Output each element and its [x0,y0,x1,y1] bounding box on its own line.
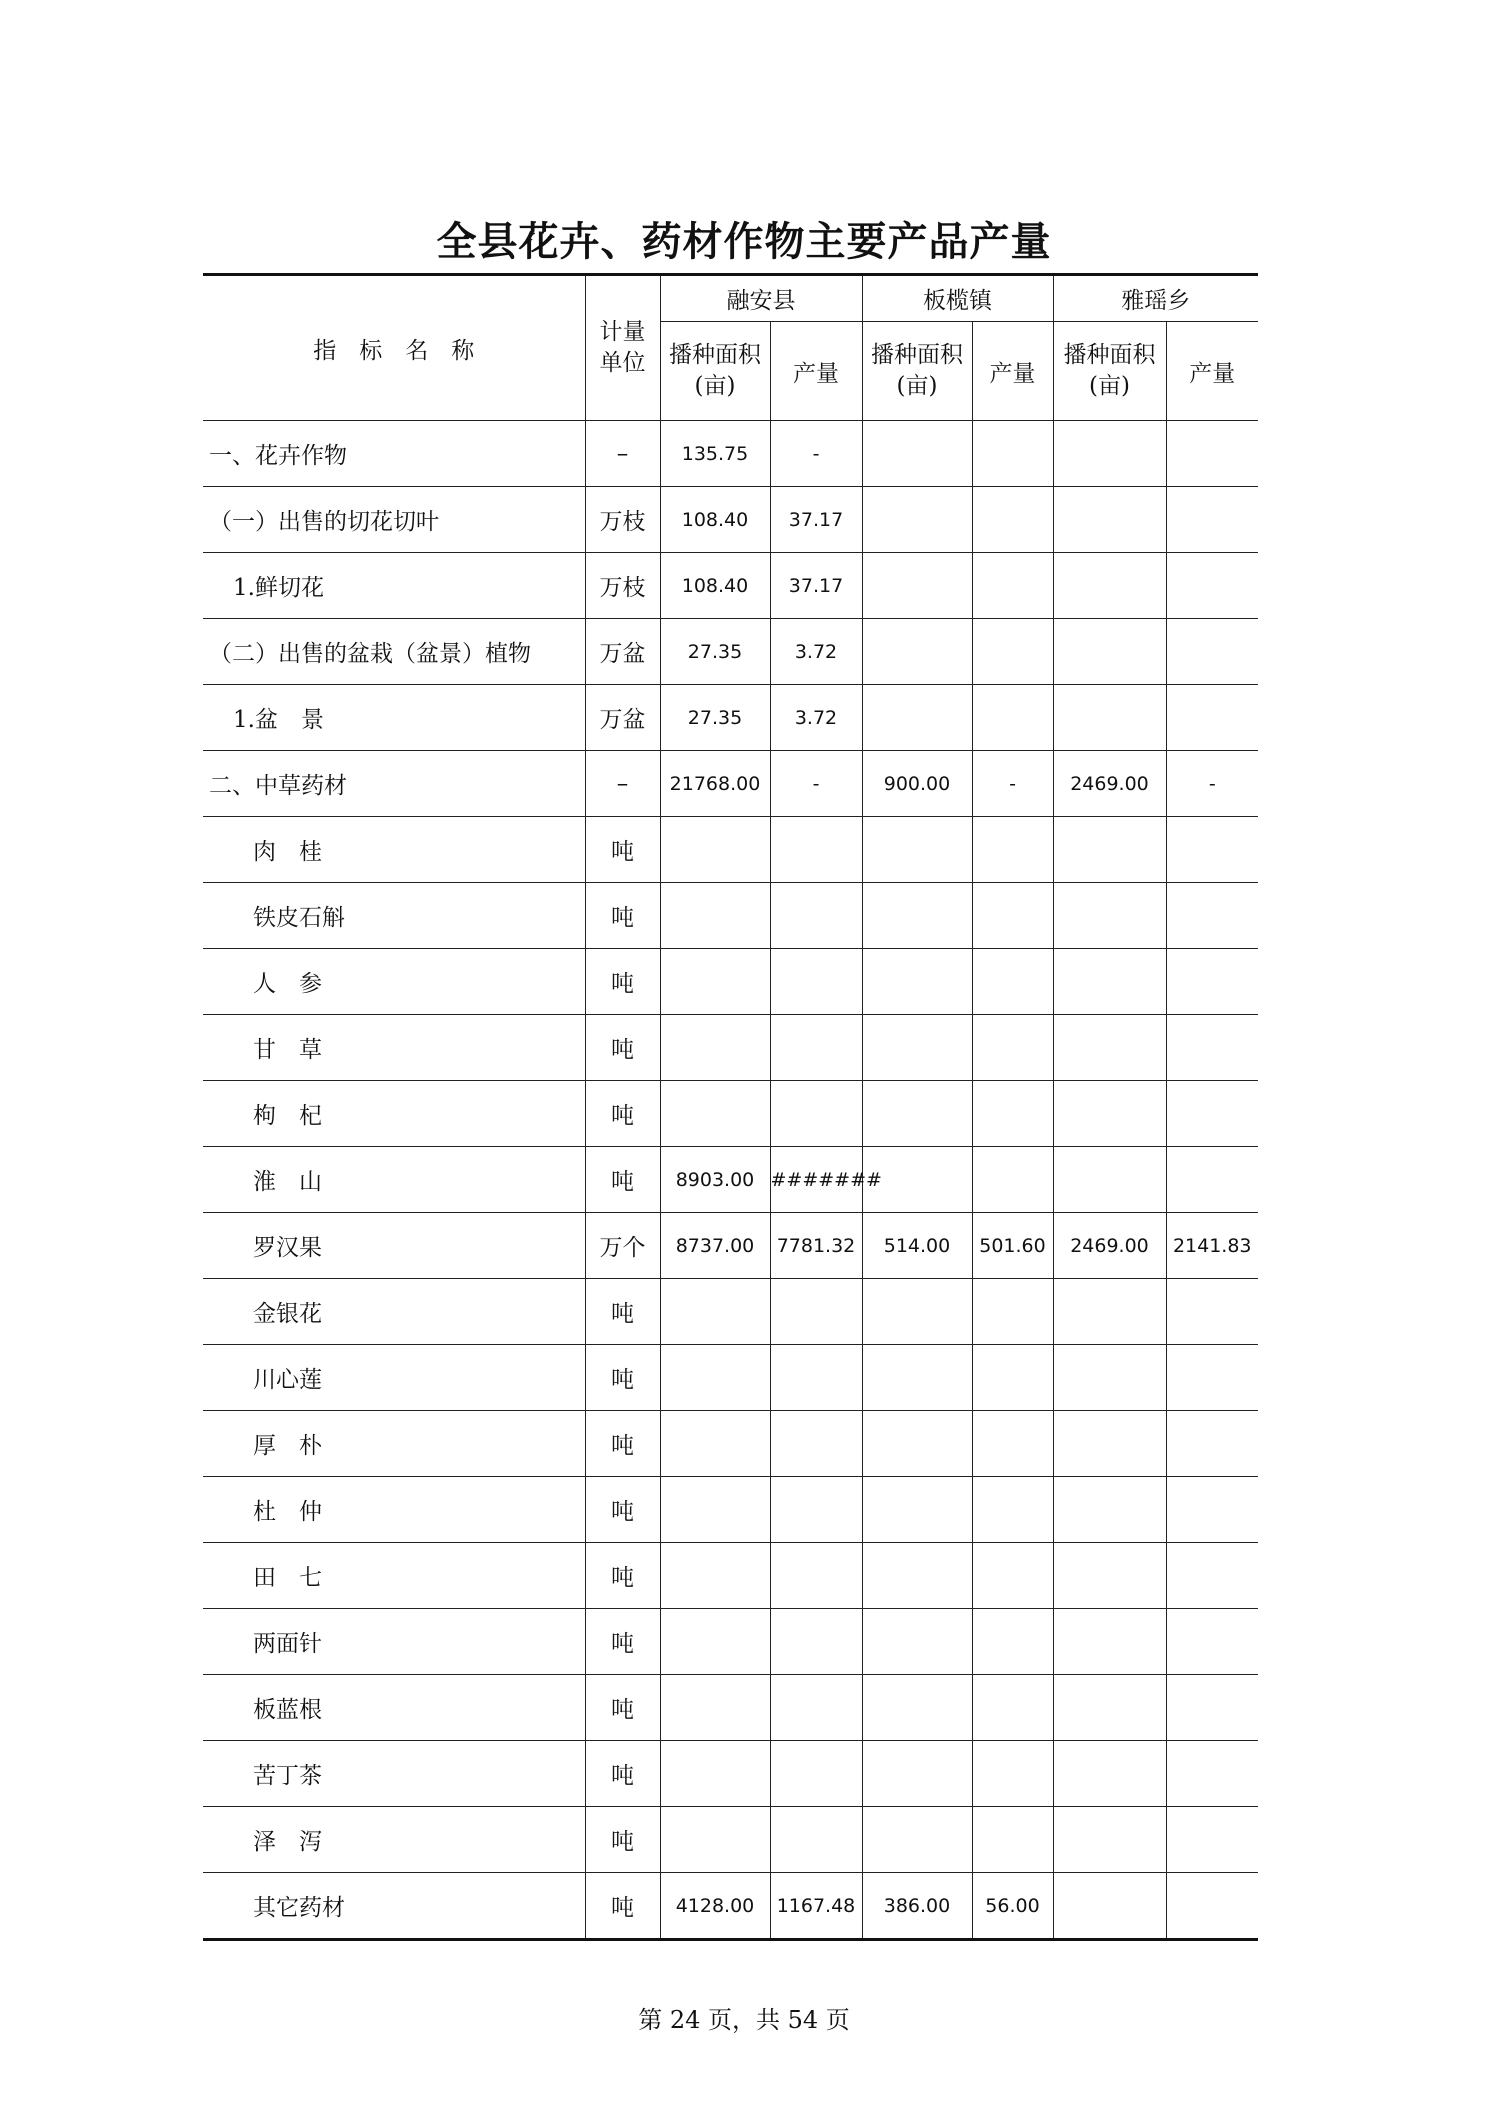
row-area-value [862,1543,972,1609]
header-region-yayao: 雅瑶乡 [1053,275,1258,322]
row-output-value [770,1741,862,1807]
row-indicator-name: 两面针 [203,1609,585,1675]
row-area-value [660,1477,770,1543]
header-indicator-label: 指 标 名 称 [313,337,475,364]
row-unit: – [585,421,660,487]
row-output-value: 501.60 [972,1213,1053,1279]
row-area-value [862,1345,972,1411]
row-indicator-name: 枸 杞 [203,1081,585,1147]
row-indicator-name: 苦丁茶 [203,1741,585,1807]
row-output-value [972,1609,1053,1675]
row-area-value [1053,487,1166,553]
header-region-rongan: 融安县 [660,275,862,322]
row-indicator-name: 厚 朴 [203,1411,585,1477]
row-unit: 万盆 [585,619,660,685]
row-area-value [1053,685,1166,751]
table-row [203,1147,1258,1213]
header-region-banlan: 板榄镇 [862,275,1053,322]
row-output-value: 2141.83 [1166,1213,1258,1279]
row-output-value [1166,817,1258,883]
row-unit: 万枝 [585,487,660,553]
row-indicator-name: （二）出售的盆栽（盆景）植物 [203,619,585,685]
row-area-value [1053,1015,1166,1081]
row-unit: 吨 [585,1807,660,1873]
row-unit: 吨 [585,949,660,1015]
row-output-value [770,817,862,883]
row-area-value [862,1741,972,1807]
row-unit: 吨 [585,1345,660,1411]
row-area-value [660,1609,770,1675]
row-indicator-name: 1.盆 景 [203,685,585,751]
table-row [203,949,1258,1015]
header-indicator-name [203,275,585,421]
table-row [203,1345,1258,1411]
row-output-value [770,1015,862,1081]
row-output-value [1166,1477,1258,1543]
row-indicator-name: 泽 泻 [203,1807,585,1873]
header-unit [585,275,660,421]
row-area-value [862,421,972,487]
row-area-value [1053,1675,1166,1741]
row-area-value: 27.35 [660,619,770,685]
table-row [203,421,1258,487]
row-output-value [972,1477,1053,1543]
table-row [203,751,1258,817]
table-row [203,1279,1258,1345]
row-area-value [862,949,972,1015]
row-area-value [660,1345,770,1411]
row-output-value [1166,1609,1258,1675]
row-unit: – [585,751,660,817]
row-output-value [1166,1081,1258,1147]
table-row [203,487,1258,553]
row-output-value [972,1411,1053,1477]
row-area-value [660,1411,770,1477]
row-output-value: - [1166,751,1258,817]
row-indicator-name: （一）出售的切花切叶 [203,487,585,553]
row-output-value [770,949,862,1015]
row-output-value [770,1345,862,1411]
table-row [203,1477,1258,1543]
row-output-value [1166,1279,1258,1345]
row-indicator-name: 田 七 [203,1543,585,1609]
row-output-value [1166,1015,1258,1081]
row-area-value [1053,1411,1166,1477]
row-unit: 吨 [585,1279,660,1345]
row-output-value [972,817,1053,883]
table-row [203,685,1258,751]
row-area-value: 8737.00 [660,1213,770,1279]
row-output-value: 56.00 [972,1873,1053,1940]
row-output-value [972,1279,1053,1345]
row-output-value [1166,949,1258,1015]
row-area-value: 21768.00 [660,751,770,817]
row-output-value [1166,883,1258,949]
row-area-value [862,1015,972,1081]
row-indicator-name: 人 参 [203,949,585,1015]
row-area-value [862,1411,972,1477]
row-output-value [1166,1741,1258,1807]
row-indicator-name: 淮 山 [203,1147,585,1213]
page-footer: 第 24 页，共 54 页 [638,2006,850,2034]
row-output-value [770,1477,862,1543]
row-output-value [972,1675,1053,1741]
row-area-value [660,949,770,1015]
row-unit: 吨 [585,1741,660,1807]
row-unit: 吨 [585,1543,660,1609]
table-row [203,817,1258,883]
header-area: 播种面积 (亩) [660,322,770,421]
row-output-value [972,1015,1053,1081]
row-output-value [972,1741,1053,1807]
row-area-value: 4128.00 [660,1873,770,1940]
row-area-value [1053,1609,1166,1675]
row-area-value [1053,883,1166,949]
row-area-value [862,619,972,685]
row-output-value [972,685,1053,751]
row-area-value [1053,949,1166,1015]
row-indicator-name: 肉 桂 [203,817,585,883]
table-row [203,1675,1258,1741]
header-area: 播种面积 (亩) [1053,322,1166,421]
row-indicator-name: 板蓝根 [203,1675,585,1741]
row-area-value: 108.40 [660,487,770,553]
header-output: 产量 [770,322,862,421]
row-unit: 吨 [585,883,660,949]
table-row [203,1411,1258,1477]
row-output-value: - [972,751,1053,817]
row-output-value: 37.17 [770,553,862,619]
row-output-value [770,1543,862,1609]
row-area-value [862,1807,972,1873]
row-area-value [660,817,770,883]
row-area-value [862,1609,972,1675]
row-output-value [972,619,1053,685]
row-area-value [862,1675,972,1741]
row-output-value: 1167.48 [770,1873,862,1940]
row-output-value [770,1411,862,1477]
table-row [203,883,1258,949]
row-indicator-name: 一、花卉作物 [203,421,585,487]
table-row [203,1081,1258,1147]
row-area-value [862,1477,972,1543]
row-output-value [770,883,862,949]
row-indicator-name: 其它药材 [203,1873,585,1940]
row-indicator-name: 1.鲜切花 [203,553,585,619]
header-unit-line1: 计量 [599,319,646,345]
production-table [203,273,1258,1941]
row-area-value: 514.00 [862,1213,972,1279]
row-area-value [1053,817,1166,883]
row-output-value [770,1081,862,1147]
row-area-value: 386.00 [862,1873,972,1940]
row-area-value [1053,1807,1166,1873]
row-unit: 吨 [585,1411,660,1477]
row-output-value [770,1807,862,1873]
row-area-value [1053,1873,1166,1940]
row-area-value [1053,1543,1166,1609]
row-unit: 万个 [585,1213,660,1279]
row-area-value [660,1015,770,1081]
table-row [203,1609,1258,1675]
row-area-value [1053,1741,1166,1807]
row-area-value: 8903.00 [660,1147,770,1213]
row-output-value [972,949,1053,1015]
row-output-value [770,1279,862,1345]
row-output-value [972,487,1053,553]
row-output-value: 3.72 [770,685,862,751]
row-output-value [1166,619,1258,685]
row-output-value [972,1807,1053,1873]
header-output: 产量 [1166,322,1258,421]
header-output: 产量 [972,322,1053,421]
row-area-value [862,487,972,553]
row-unit: 吨 [585,1609,660,1675]
table-row [203,1213,1258,1279]
table-row [203,1873,1258,1940]
header-area: 播种面积 (亩) [862,322,972,421]
row-output-value [1166,1147,1258,1213]
row-output-value [972,421,1053,487]
row-area-value [862,883,972,949]
row-area-value [660,1741,770,1807]
row-area-value [1053,1345,1166,1411]
row-area-value [862,1279,972,1345]
row-output-value [1166,685,1258,751]
row-area-value: 135.75 [660,421,770,487]
table-row [203,1741,1258,1807]
page-title: 全县花卉、药材作物主要产品产量 [436,219,1052,265]
row-area-value: 108.40 [660,553,770,619]
row-area-value [660,1675,770,1741]
row-area-value [1053,619,1166,685]
row-unit: 吨 [585,1015,660,1081]
row-output-value [1166,421,1258,487]
row-indicator-name: 二、中草药材 [203,751,585,817]
header-unit-line2: 单位 [599,350,646,376]
row-area-value [660,1279,770,1345]
row-unit: 吨 [585,1873,660,1940]
row-output-value: 7781.32 [770,1213,862,1279]
table-row [203,553,1258,619]
table-row [203,1807,1258,1873]
row-area-value [862,553,972,619]
row-indicator-name: 杜 仲 [203,1477,585,1543]
row-indicator-name: 罗汉果 [203,1213,585,1279]
row-area-value [1053,1147,1166,1213]
row-unit: 万枝 [585,553,660,619]
row-area-value [1053,1279,1166,1345]
row-output-value: - [770,421,862,487]
row-area-value [660,883,770,949]
row-output-value [972,1543,1053,1609]
row-output-value [1166,1345,1258,1411]
row-area-value [1053,1081,1166,1147]
row-output-value [972,1345,1053,1411]
row-area-value [862,1081,972,1147]
row-output-value [1166,553,1258,619]
row-output-value [1166,1807,1258,1873]
row-output-value [1166,1543,1258,1609]
row-unit: 吨 [585,1675,660,1741]
row-output-value: ####### [770,1147,862,1213]
row-output-value [1166,1675,1258,1741]
row-indicator-name: 川心莲 [203,1345,585,1411]
row-output-value [972,883,1053,949]
table-row [203,1015,1258,1081]
row-indicator-name: 甘 草 [203,1015,585,1081]
row-output-value [1166,1873,1258,1940]
row-area-value [1053,1477,1166,1543]
row-unit: 万盆 [585,685,660,751]
row-unit: 吨 [585,817,660,883]
row-area-value: 2469.00 [1053,1213,1166,1279]
row-output-value [972,553,1053,619]
row-unit: 吨 [585,1081,660,1147]
row-output-value [770,1609,862,1675]
row-unit: 吨 [585,1147,660,1213]
row-unit: 吨 [585,1477,660,1543]
row-area-value [660,1081,770,1147]
row-output-value [1166,487,1258,553]
row-area-value [1053,553,1166,619]
row-area-value: 27.35 [660,685,770,751]
row-area-value: 2469.00 [1053,751,1166,817]
table-row [203,1543,1258,1609]
row-area-value [862,817,972,883]
row-indicator-name: 铁皮石斛 [203,883,585,949]
row-output-value [972,1081,1053,1147]
row-output-value: 3.72 [770,619,862,685]
row-area-value [660,1543,770,1609]
table-row [203,619,1258,685]
row-area-value [862,685,972,751]
row-area-value: 900.00 [862,751,972,817]
row-output-value: 37.17 [770,487,862,553]
row-output-value [1166,1411,1258,1477]
row-output-value [770,1675,862,1741]
row-output-value: - [770,751,862,817]
row-indicator-name: 金银花 [203,1279,585,1345]
row-area-value [1053,421,1166,487]
row-area-value [660,1807,770,1873]
row-output-value [972,1147,1053,1213]
